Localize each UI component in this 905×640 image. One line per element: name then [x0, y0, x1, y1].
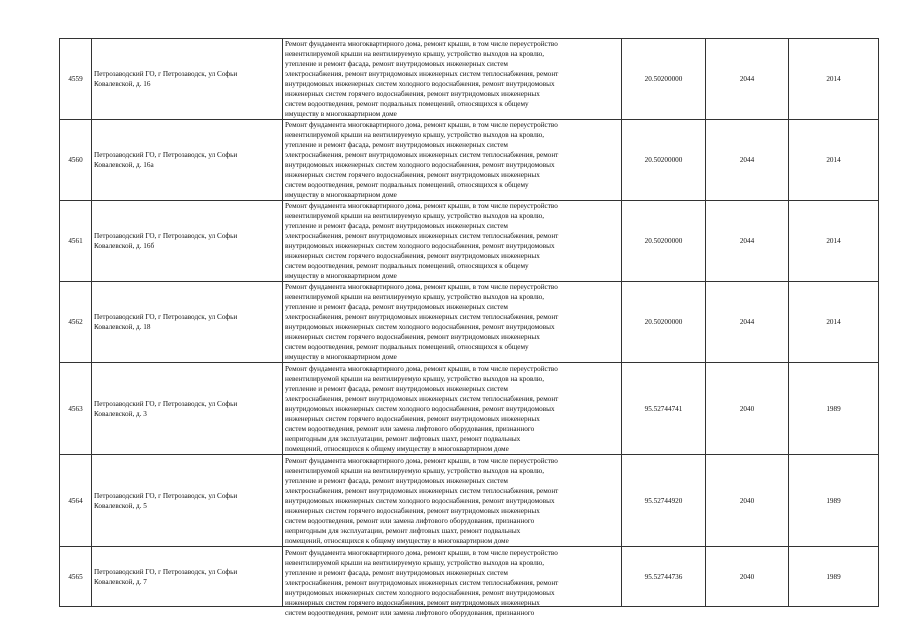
repair-works-list: [283, 363, 622, 455]
address-text: Петрозаводский ГО, г Петрозаводск, ул Софьи Ковалевской, д. 18: [94, 313, 238, 331]
works-text: Ремонт фундамента многоквартирного дома, ремонт крыши, в том числе переустройство невентилируемой крыши на вентилируемую крышу, устройство выходов на кровлю, утепление и ремонт фасада, ремонт внутридомовых инженерных систем электроснабжения, ремонт внутридомовых инженерных систем теплоснабжения, ремонт внутридомовых инженерных систем холодного водоснабжения, ремонт внутридомовых инженерных систем горячего водоснабжения, ремонт внутридомовых инженерных систем водоотведения, ремонт подвальных помещений, относящихся к общему имуществу в многоквартирном доме: [285, 40, 559, 118]
planned-year: 2040: [706, 547, 789, 607]
planned-year: 2044: [706, 282, 789, 363]
works-text: Ремонт фундамента многоквартирного дома, ремонт крыши, в том числе переустройство невентилируемой крыши на вентилируемую крышу, устройство выходов на кровлю, утепление и ремонт фасада, ремонт внутридомовых инженерных систем электроснабжения, ремонт внутридомовых инженерных систем теплоснабжения, ремонт внутридомовых инженерных систем холодного водоснабжения, ремонт внутридомовых инженерных систем горячего водоснабжения, ремонт внутридомовых инженерных систем водоотведения, ремонт или замена лифтового оборудования, признанного непригодным для эксплуатации, ремонт лифтовых шахт, ремонт подвальных помещений, относящихся к общему имуществу в многоквартирном доме: [285, 456, 559, 545]
building-address: [92, 547, 283, 607]
area-value: 95.52744741: [622, 363, 706, 455]
address-text: Петрозаводский ГО, г Петрозаводск, ул Софьи Ковалевской, д. 16а: [94, 151, 238, 169]
works-text: Ремонт фундамента многоквартирного дома, ремонт крыши, в том числе переустройство невентилируемой крыши на вентилируемую крышу, устройство выходов на кровлю, утепление и ремонт фасада, ремонт внутридомовых инженерных систем электроснабжения, ремонт внутридомовых инженерных систем теплоснабжения, ремонт внутридомовых инженерных систем холодного водоснабжения, ремонт внутридомовых инженерных систем горячего водоснабжения, ремонт внутридомовых инженерных систем водоотведения, ремонт или замена лифтового оборудования, признанного непригодным для эксплуатации, ремонт лифтовых шахт, ремонт подвальных помещений, относящихся к общему имуществу в многоквартирном доме: [285, 364, 559, 453]
year-built: 2014: [789, 201, 879, 282]
table-row: [60, 455, 879, 547]
address-text: Петрозаводский ГО, г Петрозаводск, ул Софьи Ковалевской, д. 5: [94, 491, 238, 510]
works-text: Ремонт фундамента многоквартирного дома, ремонт крыши, в том числе переустройство невентилируемой крыши на вентилируемую крышу, устройство выходов на кровлю, утепление и ремонт фасада, ремонт внутридомовых инженерных систем электроснабжения, ремонт внутридомовых инженерных систем теплоснабжения, ремонт внутридомовых инженерных систем холодного водоснабжения, ремонт внутридомовых инженерных систем горячего водоснабжения, ремонт внутридомовых инженерных систем водоотведения, ремонт подвальных помещений, относящихся к общему имуществу в многоквартирном доме: [285, 121, 559, 199]
year-built: 2014: [789, 282, 879, 363]
building-address: [92, 120, 283, 201]
address-text: Петрозаводский ГО, г Петрозаводск, ул Софьи Ковалевской, д. 16: [94, 70, 238, 88]
year-built: 2014: [789, 120, 879, 201]
planned-year: 2044: [706, 120, 789, 201]
row-number: 4565: [60, 547, 92, 607]
table-row: [60, 201, 879, 282]
planned-year: 2044: [706, 201, 789, 282]
building-address: [92, 363, 283, 455]
repair-works-list: [283, 455, 622, 547]
row-number: 4564: [60, 455, 92, 547]
works-text: Ремонт фундамента многоквартирного дома, ремонт крыши, в том числе переустройство невентилируемой крыши на вентилируемую крышу, устройство выходов на кровлю, утепление и ремонт фасада, ремонт внутридомовых инженерных систем электроснабжения, ремонт внутридомовых инженерных систем теплоснабжения, ремонт внутридомовых инженерных систем холодного водоснабжения, ремонт внутридомовых инженерных систем горячего водоснабжения, ремонт внутридомовых инженерных систем водоотведения, ремонт подвальных помещений, относящихся к общему имуществу в многоквартирном доме: [285, 202, 559, 280]
table-row: [60, 39, 879, 120]
area-value: 20.50200000: [622, 120, 706, 201]
year-built: 2014: [789, 39, 879, 120]
area-value: 95.52744920: [622, 455, 706, 547]
capital-repair-register-table: [59, 38, 879, 617]
building-address: [92, 39, 283, 120]
year-built: 1989: [789, 363, 879, 455]
works-text: Ремонт фундамента многоквартирного дома, ремонт крыши, в том числе переустройство невентилируемой крыши на вентилируемую крышу, устройство выходов на кровлю, утепление и ремонт фасада, ремонт внутридомовых инженерных систем электроснабжения, ремонт внутридомовых инженерных систем теплоснабжения, ремонт внутридомовых инженерных систем холодного водоснабжения, ремонт внутридомовых инженерных систем горячего водоснабжения, ремонт внутридомовых инженерных систем водоотведения, ремонт или замена лифтового оборудования, признанного: [285, 548, 559, 617]
area-value: 20.50200000: [622, 201, 706, 282]
year-built: 1989: [789, 547, 879, 607]
row-number: 4563: [60, 363, 92, 455]
planned-year: 2040: [706, 455, 789, 547]
area-value: 20.50200000: [622, 282, 706, 363]
table-row: [60, 363, 879, 455]
address-text: Петрозаводский ГО, г Петрозаводск, ул Софьи Ковалевской, д. 7: [94, 567, 238, 586]
repair-works-list: [283, 547, 622, 617]
table-row: [60, 282, 879, 363]
area-value: 95.52744736: [622, 547, 706, 607]
repair-works-list: [283, 282, 622, 363]
table-row: [60, 547, 879, 607]
year-built: 1989: [789, 455, 879, 547]
planned-year: 2040: [706, 363, 789, 455]
repair-works-list: [283, 120, 622, 201]
row-number: 4561: [60, 201, 92, 282]
building-address: [92, 201, 283, 282]
row-number: 4562: [60, 282, 92, 363]
building-address: [92, 455, 283, 547]
address-text: Петрозаводский ГО, г Петрозаводск, ул Софьи Ковалевской, д. 16б: [94, 232, 238, 250]
repair-works-list: [283, 39, 622, 120]
works-text: Ремонт фундамента многоквартирного дома, ремонт крыши, в том числе переустройство невентилируемой крыши на вентилируемую крышу, устройство выходов на кровлю, утепление и ремонт фасада, ремонт внутридомовых инженерных систем электроснабжения, ремонт внутридомовых инженерных систем теплоснабжения, ремонт внутридомовых инженерных систем холодного водоснабжения, ремонт внутридомовых инженерных систем горячего водоснабжения, ремонт внутридомовых инженерных систем водоотведения, ремонт подвальных помещений, относящихся к общему имуществу в многоквартирном доме: [285, 283, 559, 361]
table-row: [60, 120, 879, 201]
row-number: 4560: [60, 120, 92, 201]
area-value: 20.50200000: [622, 39, 706, 120]
row-number: 4559: [60, 39, 92, 120]
planned-year: 2044: [706, 39, 789, 120]
building-address: [92, 282, 283, 363]
address-text: Петрозаводский ГО, г Петрозаводск, ул Софьи Ковалевской, д. 3: [94, 399, 238, 418]
repair-works-list: [283, 201, 622, 282]
